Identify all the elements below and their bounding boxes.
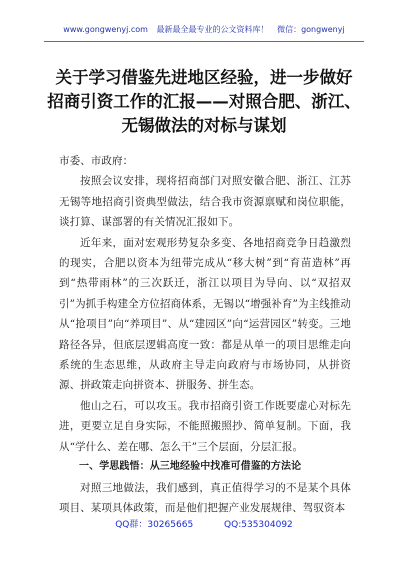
title-line-1: 关于学习借鉴先进地区经验，进一步做好	[55, 68, 353, 87]
title-line-2: 招商引资工作的汇报——对照合肥、浙江、	[47, 92, 361, 111]
document-body	[59, 151, 351, 518]
title-line-3: 无锡做法的对标与谋划	[121, 116, 287, 135]
wechat-id: 微信：gongwenyj	[277, 25, 345, 34]
site-tagline: 最新最全最专业的公文资料库！	[156, 25, 269, 34]
qq-group: QQ群：30265665	[115, 520, 194, 530]
paragraph: 他山之石，可以攻玉。我市招商引资工作既要虚心对标先进，更要立足自身实际，不能照搬照抄、简单复制。下面，我从“学什么、差在哪、怎么干”三个层面，分层汇报。	[59, 399, 351, 453]
paragraph-last: 对照三地做法，我们感到，真正值得学习的不是某个具体项目、某项具体政策，而是他们把握产业发展规律、驾驭资本	[59, 481, 351, 514]
salutation: 市委、市政府：	[59, 155, 134, 167]
header-divider	[44, 41, 364, 42]
qq-number: QQ:535304092	[224, 520, 293, 530]
section-heading-1: 一、学思践悟：从三地经验中找准可借鉴的方法论	[79, 461, 302, 473]
site-url-link[interactable]: www.gongwenyj.com	[63, 25, 148, 34]
page-footer	[0, 517, 408, 530]
document-title	[44, 66, 364, 138]
paragraph: 按照会议安排，现将招商部门对照安徽合肥、浙江、江苏无锡等地招商引资典型做法，结合我市资源禀赋和岗位职能，谈打算、谋部署的有关情况汇报如下。	[59, 175, 351, 229]
paragraph: 近年来，面对宏观形势复杂多变、各地招商竞争日趋激烈的现实，合肥以资本为纽带完成从“移大树”到“育苗造林”再到“热带雨林”的三次跃迁，浙江以项目为导向、以“双招双引”为抓手构建全方位招商体系，无锡以“增强补育”为主线推动从“抢项目”向“养项目”、从“建园区”向“运营园区”转变。三地路径各异，但底层逻辑高度一致：都是从单一的项目思维走向系统的生态思维，从政府主导走向政府与市场协同，从拼资源、拼政策走向拼资本、拼服务、拼生态。	[59, 236, 352, 392]
page-header	[0, 24, 408, 35]
